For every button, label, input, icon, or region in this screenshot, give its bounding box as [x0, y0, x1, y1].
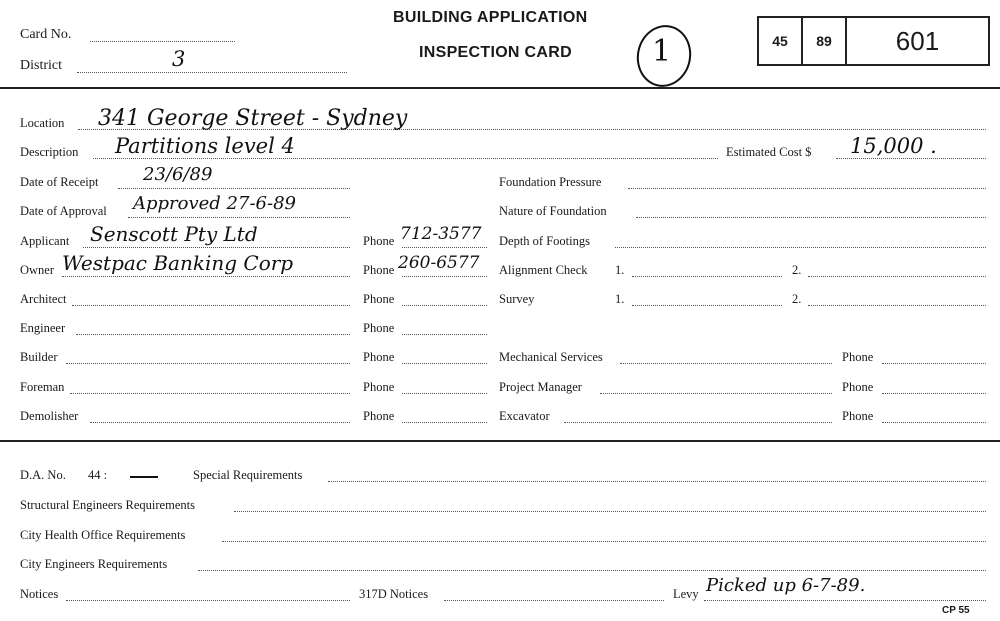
date-receipt-value: 23/6/89 [143, 164, 213, 185]
form-title-line1: BUILDING APPLICATION [393, 9, 588, 26]
date-approval-field[interactable] [128, 217, 350, 218]
foreman-label: Foreman [20, 380, 65, 394]
description-field[interactable] [93, 158, 718, 159]
date-approval-value: Approved 27-6-89 [133, 193, 296, 214]
alignment-check-field-2[interactable] [808, 276, 986, 277]
mechanical-phone-field[interactable] [882, 363, 986, 364]
engineer-label: Engineer [20, 321, 66, 335]
city-engineers-requirements-field[interactable] [198, 570, 986, 571]
levy-field[interactable] [704, 600, 986, 601]
details-divider [0, 440, 1000, 442]
survey-num1: 1. [615, 292, 625, 306]
alignment-check-num1: 1. [615, 263, 625, 277]
health-requirements-field[interactable] [222, 541, 986, 542]
description-value: Partitions level 4 [115, 134, 295, 158]
date-receipt-label: Date of Receipt [20, 175, 99, 189]
applicant-phone-field[interactable] [402, 247, 487, 248]
alignment-check-label: Alignment Check [499, 263, 588, 277]
estimated-cost-label: Estimated Cost $ [726, 145, 812, 159]
mechanical-label: Mechanical Services [499, 350, 603, 364]
estimated-cost-value: 15,000 . [850, 134, 937, 158]
levy-value: Picked up 6-7-89. [706, 575, 866, 596]
date-approval-label: Date of Approval [20, 204, 107, 218]
nature-foundation-label: Nature of Foundation [499, 204, 607, 218]
demolisher-phone-field[interactable] [402, 422, 487, 423]
applicant-phone-value: 712-3577 [400, 224, 482, 244]
demolisher-phone-label: Phone [363, 409, 395, 423]
engineer-phone-field[interactable] [402, 334, 487, 335]
excavator-label: Excavator [499, 409, 550, 423]
builder-field[interactable] [66, 363, 350, 364]
notices-label: Notices [20, 587, 59, 601]
owner-value: Westpac Banking Corp [62, 251, 294, 275]
project-manager-phone-field[interactable] [882, 393, 986, 394]
architect-phone-field[interactable] [402, 305, 487, 306]
box-year-a: 45 [759, 18, 803, 64]
structural-requirements-label: Structural Engineers Requirements [20, 498, 195, 512]
depth-footings-label: Depth of Footings [499, 234, 590, 248]
demolisher-label: Demolisher [20, 409, 79, 423]
owner-field[interactable] [62, 276, 350, 277]
foundation-pressure-label: Foundation Pressure [499, 175, 602, 189]
structural-requirements-field[interactable] [234, 511, 986, 512]
excavator-phone-field[interactable] [882, 422, 986, 423]
card-number-box [757, 16, 990, 66]
da-no-value: 44 : [88, 468, 108, 482]
notices-317d-field[interactable] [444, 600, 664, 601]
owner-phone-value: 260-6577 [398, 253, 480, 273]
architect-label: Architect [20, 292, 67, 306]
location-label: Location [20, 116, 65, 130]
card-no-label: Card No. [20, 27, 72, 42]
description-label: Description [20, 145, 79, 159]
owner-phone-label: Phone [363, 263, 395, 277]
architect-field[interactable] [72, 305, 350, 306]
project-manager-phone-label: Phone [842, 380, 874, 394]
health-requirements-label: City Health Office Requirements [20, 528, 186, 542]
builder-phone-label: Phone [363, 350, 395, 364]
survey-label: Survey [499, 292, 535, 306]
circled-number: 1 [652, 34, 672, 69]
architect-phone-label: Phone [363, 292, 395, 306]
card-no-field[interactable] [90, 41, 235, 42]
survey-num2: 2. [792, 292, 802, 306]
levy-label: Levy [673, 587, 699, 601]
survey-field-1[interactable] [632, 305, 782, 306]
depth-footings-field[interactable] [615, 247, 986, 248]
form-code: CP 55 [942, 605, 970, 616]
box-year-b: 89 [803, 18, 847, 64]
applicant-value: Senscott Pty Ltd [90, 222, 258, 246]
estimated-cost-field[interactable] [836, 158, 986, 159]
alignment-check-num2: 2. [792, 263, 802, 277]
excavator-phone-label: Phone [842, 409, 874, 423]
builder-phone-field[interactable] [402, 363, 487, 364]
foreman-field[interactable] [70, 393, 350, 394]
district-field[interactable] [77, 72, 347, 73]
district-label: District [20, 58, 62, 73]
da-no-dash [130, 476, 158, 478]
box-card-number: 601 [895, 25, 940, 56]
demolisher-field[interactable] [90, 422, 350, 423]
foundation-pressure-field[interactable] [628, 188, 986, 189]
applicant-phone-label: Phone [363, 234, 395, 248]
owner-label: Owner [20, 263, 55, 277]
location-value: 341 George Street - Sydney [98, 106, 408, 131]
builder-label: Builder [20, 350, 58, 364]
special-requirements-label: Special Requirements [193, 468, 303, 482]
form-title-line2: INSPECTION CARD [419, 44, 572, 61]
project-manager-label: Project Manager [499, 380, 582, 394]
foreman-phone-field[interactable] [402, 393, 487, 394]
special-requirements-field[interactable] [328, 481, 986, 482]
engineer-field[interactable] [76, 334, 350, 335]
date-receipt-field[interactable] [118, 188, 350, 189]
nature-foundation-field[interactable] [636, 217, 986, 218]
excavator-field[interactable] [564, 422, 832, 423]
da-no-label: D.A. No. [20, 468, 66, 482]
mechanical-phone-label: Phone [842, 350, 874, 364]
foreman-phone-label: Phone [363, 380, 395, 394]
project-manager-field[interactable] [600, 393, 832, 394]
notices-field[interactable] [66, 600, 350, 601]
header-divider [0, 87, 1000, 89]
applicant-field[interactable] [83, 247, 350, 248]
district-value: 3 [172, 47, 186, 71]
survey-field-2[interactable] [808, 305, 986, 306]
owner-phone-field[interactable] [402, 276, 487, 277]
alignment-check-field-1[interactable] [632, 276, 782, 277]
applicant-label: Applicant [20, 234, 70, 248]
city-engineers-requirements-label: City Engineers Requirements [20, 557, 168, 571]
engineer-phone-label: Phone [363, 321, 395, 335]
mechanical-field[interactable] [620, 363, 832, 364]
notices-317d-label: 317D Notices [359, 587, 429, 601]
